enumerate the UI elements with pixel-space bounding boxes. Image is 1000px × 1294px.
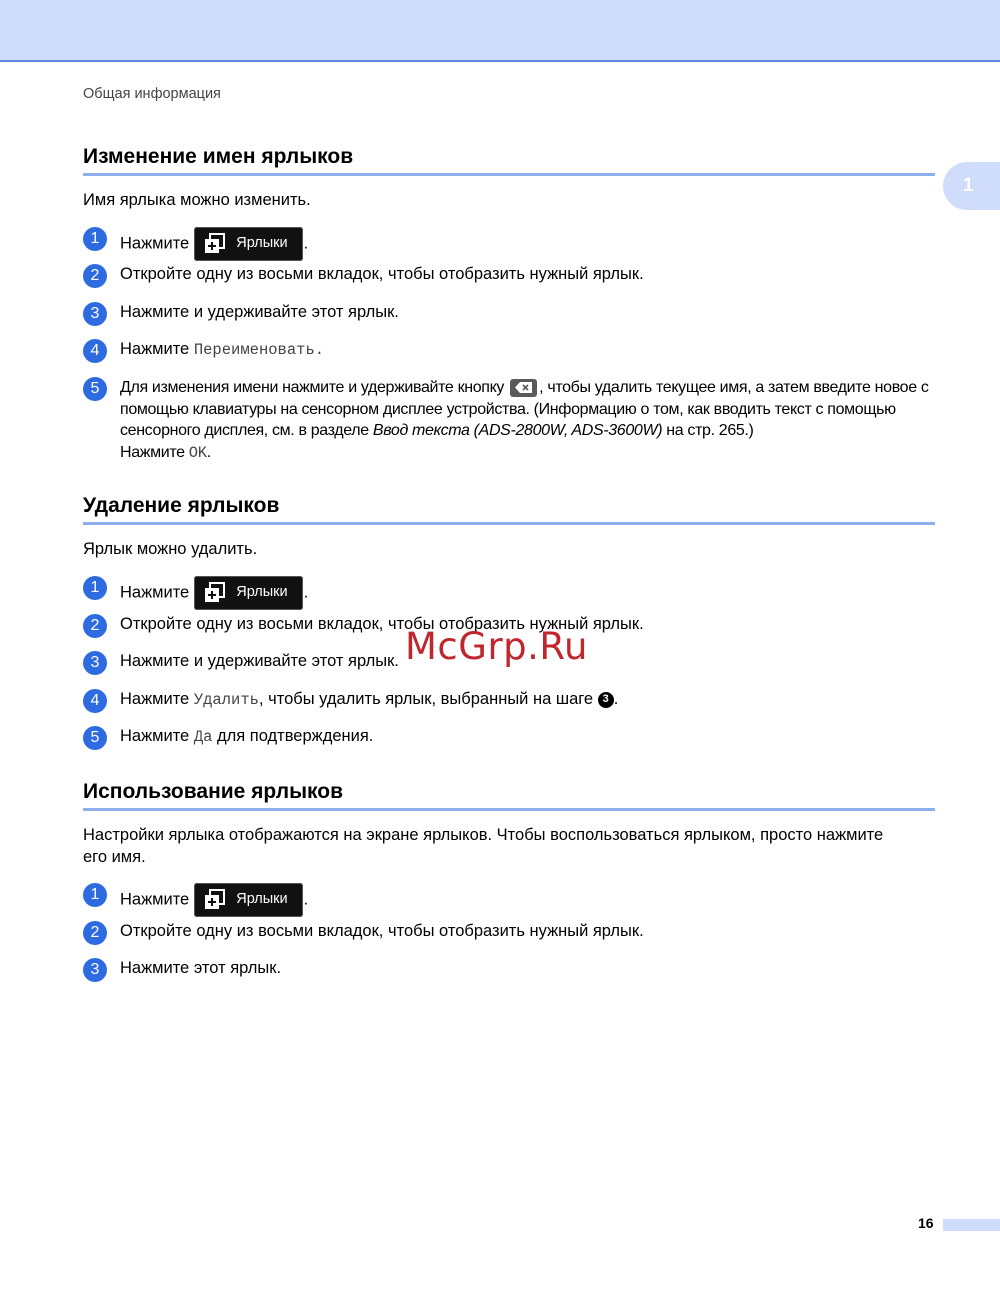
step-text: Откройте одну из восьми вкладок, чтобы отобразить нужный ярлык. xyxy=(120,615,644,633)
footer-bar xyxy=(943,1219,1000,1231)
step-text-end: . xyxy=(303,890,309,909)
section-title-rename: Изменение имен ярлыков xyxy=(83,145,935,176)
page-number: 16 xyxy=(918,1215,934,1231)
step-text: Нажмите xyxy=(120,690,194,708)
step-number: 5 xyxy=(83,377,107,401)
section-intro-rename: Имя ярлыка можно изменить. xyxy=(83,191,311,209)
step-text-cont: , чтобы удалить ярлык, выбранный на шаге xyxy=(258,690,598,708)
step-1 xyxy=(83,227,943,261)
watermark: McGrp.Ru xyxy=(405,625,588,668)
step-3 xyxy=(83,302,943,324)
step-number: 3 xyxy=(83,302,107,326)
step-number: 1 xyxy=(83,883,107,907)
step-number: 2 xyxy=(83,264,107,288)
section-intro-delete: Ярлык можно удалить. xyxy=(83,540,258,558)
step-5 xyxy=(83,377,943,464)
step-text-press: Нажмите xyxy=(120,443,189,461)
text-entry-reference-link[interactable]: Ввод текста (ADS-2800W, ADS-3600W) xyxy=(372,422,663,439)
shortcuts-button-label: Ярлыки xyxy=(236,235,288,252)
header-band xyxy=(0,0,1000,62)
step-text: Нажмите xyxy=(120,583,190,602)
step-text: Нажмите xyxy=(120,890,190,909)
shortcuts-button-label: Ярлыки xyxy=(236,584,288,601)
step-4 xyxy=(83,689,943,712)
step-1 xyxy=(83,576,943,610)
step-2 xyxy=(83,264,943,286)
step-number: 4 xyxy=(83,339,107,363)
section-title-delete: Удаление ярлыков xyxy=(83,494,935,525)
shortcut-add-icon xyxy=(204,233,226,255)
step-text: Нажмите и удерживайте этот ярлык. xyxy=(120,652,399,670)
section-intro-use: Настройки ярлыка отображаются на экране ярлыков. Чтобы воспользоваться ярлыком, просто нажмите его имя. xyxy=(83,826,884,866)
shortcut-add-icon xyxy=(204,889,226,911)
step-text-end: для подтверждения. xyxy=(212,727,374,745)
step-text: Откройте одну из восьми вкладок, чтобы отобразить нужный ярлык. xyxy=(120,922,644,940)
step-text-end: . xyxy=(303,583,309,602)
step-3 xyxy=(83,958,943,980)
step-number: 4 xyxy=(83,689,107,713)
delete-option: Удалить xyxy=(193,691,259,709)
step-text: Нажмите xyxy=(120,234,190,253)
step-text: Нажмите xyxy=(120,340,194,358)
step-2 xyxy=(83,921,943,943)
step-text: Для изменения имени нажмите и удерживайте кнопку xyxy=(120,379,509,396)
step-number: 1 xyxy=(83,227,107,251)
step-number: 3 xyxy=(83,651,107,675)
shortcuts-button[interactable] xyxy=(194,227,302,261)
step-text: Нажмите этот ярлык. xyxy=(120,959,282,977)
step-text-end: . xyxy=(303,234,309,253)
shortcuts-button[interactable] xyxy=(194,883,302,917)
ok-option: OK xyxy=(188,443,207,462)
backspace-icon xyxy=(510,379,537,397)
step-text-end: . xyxy=(206,443,211,461)
shortcuts-button[interactable] xyxy=(194,576,302,610)
step-text-end: . xyxy=(613,690,619,708)
step-reference-badge: 3 xyxy=(598,692,614,708)
shortcut-add-icon xyxy=(204,582,226,604)
step-text-cont: , чтобы удалить текущее имя, а затем введите новое с помощью клавиатуры на сенсорном дисплее устройства. (Информацию о том, как вводить текст с помощью сенсорного дисплея, см. в разделе xyxy=(120,379,929,439)
rename-option: Переименовать. xyxy=(193,341,325,359)
step-number: 2 xyxy=(83,921,107,945)
step-text: Нажмите xyxy=(120,727,194,745)
step-number: 1 xyxy=(83,576,107,600)
step-number: 5 xyxy=(83,726,107,750)
step-text: Нажмите и удерживайте этот ярлык. xyxy=(120,303,399,321)
yes-option: Да xyxy=(193,728,213,746)
section-title-use: Использование ярлыков xyxy=(83,780,935,811)
step-1 xyxy=(83,883,943,917)
step-text: Откройте одну из восьми вкладок, чтобы отобразить нужный ярлык. xyxy=(120,265,644,283)
step-4 xyxy=(83,339,943,362)
step-number: 3 xyxy=(83,958,107,982)
shortcuts-button-label: Ярлыки xyxy=(236,891,288,908)
step-number: 2 xyxy=(83,614,107,638)
step-5 xyxy=(83,726,943,749)
chapter-tab: 1 xyxy=(943,162,1000,210)
step-text-page: на стр. 265.) xyxy=(662,422,754,439)
breadcrumb: Общая информация xyxy=(83,86,221,102)
